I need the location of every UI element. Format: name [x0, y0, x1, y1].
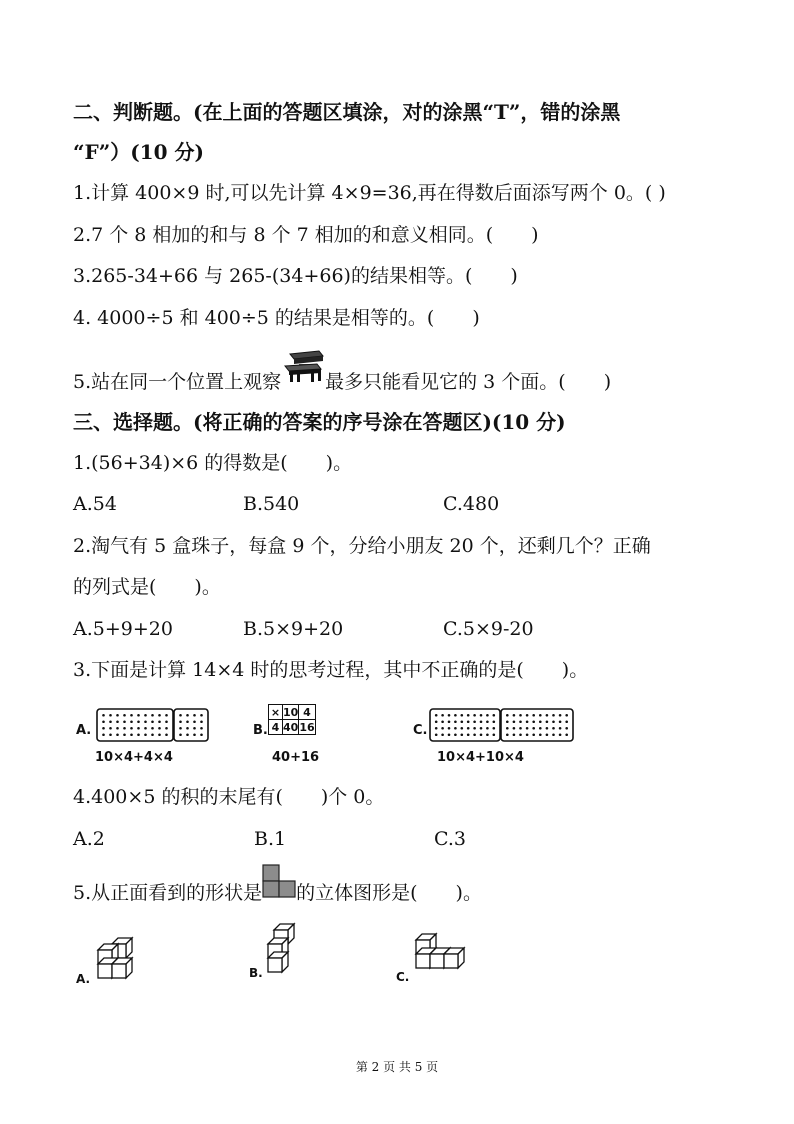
dot [448, 720, 451, 723]
dot [116, 714, 119, 717]
dot [130, 727, 133, 730]
table-cell: 16 [299, 720, 315, 734]
dot [480, 733, 483, 736]
dot [186, 727, 189, 730]
dot [130, 720, 133, 723]
dot [559, 733, 562, 736]
dot [552, 733, 555, 736]
dot [552, 720, 555, 723]
dot [102, 714, 105, 717]
judge-question-1: 1.计算 400×9 时,可以先计算 4×9=36,再在得数后面添写两个 0。( ) [73, 182, 666, 204]
dot [486, 714, 489, 717]
dot [158, 727, 161, 730]
choice-q1-option-c: C.480 [443, 493, 500, 515]
choice-question-4: 4.400×5 的积的末尾有( )个 0。 [73, 786, 385, 808]
dot-block [97, 709, 173, 741]
judge-question-2: 2.7 个 8 相加的和与 8 个 7 相加的和意义相同。( ) [73, 224, 539, 246]
dot [526, 733, 529, 736]
table-cell: 4 [299, 705, 315, 720]
dot [116, 733, 119, 736]
dot [526, 714, 529, 717]
dot [151, 720, 154, 723]
dot [186, 733, 189, 736]
dot [486, 720, 489, 723]
dot [519, 720, 522, 723]
choice-question-5-text-before: 5.从正面看到的形状是 [73, 882, 263, 904]
choice-q3-option-b-table [268, 704, 316, 735]
dot [116, 727, 119, 730]
dot [539, 720, 542, 723]
dot [546, 720, 549, 723]
dot [454, 733, 457, 736]
table-cell: 4 [269, 720, 283, 735]
dot [467, 733, 470, 736]
dot [109, 727, 112, 730]
judge-question-5-text-before: 5.站在同一个位置上观察 [73, 371, 282, 393]
dot [193, 714, 196, 717]
cube-front [268, 958, 282, 972]
dot [519, 733, 522, 736]
cube-front [416, 954, 430, 968]
dot [480, 720, 483, 723]
dot [102, 727, 105, 730]
dot [158, 720, 161, 723]
choice-q5-option-a-letter: A. [76, 972, 91, 986]
choice-q4-option-c: C.3 [434, 828, 466, 850]
dot [480, 727, 483, 730]
dot [532, 720, 535, 723]
dot [151, 733, 154, 736]
dot [144, 720, 147, 723]
dot [461, 727, 464, 730]
dot [186, 720, 189, 723]
dot [513, 720, 516, 723]
dot [493, 720, 496, 723]
choice-q5-option-c-cubes [406, 922, 486, 987]
choice-q4-option-a: A.2 [73, 828, 105, 850]
dot [473, 733, 476, 736]
dot [546, 714, 549, 717]
choice-q1-option-a: A.54 [73, 493, 117, 515]
choice-q2-option-b: B.5×9+20 [243, 618, 344, 640]
dot [559, 720, 562, 723]
table-cell: 40 [283, 720, 299, 734]
dot [565, 733, 568, 736]
dot [467, 714, 470, 717]
dot [565, 727, 568, 730]
dot [532, 714, 535, 717]
dot [200, 714, 203, 717]
dot [165, 720, 168, 723]
dot [454, 720, 457, 723]
dot [473, 714, 476, 717]
choice-q5-option-b-cubes [258, 920, 308, 985]
dot [552, 714, 555, 717]
dot [435, 720, 438, 723]
dot [102, 733, 105, 736]
dot [539, 714, 542, 717]
dot [506, 733, 509, 736]
dot [186, 714, 189, 717]
dot [506, 720, 509, 723]
dot [137, 720, 140, 723]
dot [179, 714, 182, 717]
table-cell: × [269, 705, 283, 720]
dot [559, 714, 562, 717]
cube-front [98, 964, 112, 978]
judge-question-5-text-after: 最多只能看见它的 3 个面。( ) [325, 371, 612, 393]
dot [486, 727, 489, 730]
cube-front [430, 954, 444, 968]
stool-figure [281, 368, 325, 398]
dot [158, 733, 161, 736]
choice-q4-option-b: B.1 [254, 828, 287, 850]
dot [435, 733, 438, 736]
dot [513, 727, 516, 730]
dot [461, 714, 464, 717]
choice-question-5 [73, 884, 482, 904]
dot [144, 714, 147, 717]
judge-question-3: 3.265-34+66 与 265-(34+66)的结果相等。( ) [73, 265, 518, 287]
dot [486, 733, 489, 736]
dot [137, 714, 140, 717]
dot [102, 720, 105, 723]
dot [532, 727, 535, 730]
front-view-figure [262, 884, 296, 904]
dot [441, 727, 444, 730]
choice-q3-option-c-caption: 10×4+10×4 [437, 750, 524, 765]
dot [532, 733, 535, 736]
dot-block [430, 709, 500, 741]
dot [123, 733, 126, 736]
cube-front [444, 954, 458, 968]
dot [513, 733, 516, 736]
choice-question-1: 1.(56+34)×6 的得数是( )。 [73, 452, 353, 474]
dot [158, 714, 161, 717]
dot [539, 733, 542, 736]
dot [467, 720, 470, 723]
dot [546, 733, 549, 736]
dot [144, 727, 147, 730]
dot [552, 727, 555, 730]
dot [123, 720, 126, 723]
dot [109, 720, 112, 723]
dot [130, 733, 133, 736]
dot [193, 727, 196, 730]
dot [448, 727, 451, 730]
dot [461, 733, 464, 736]
dot [165, 727, 168, 730]
section2-heading-line2: “F”）(10 分) [73, 140, 204, 164]
dot [179, 727, 182, 730]
choice-question-2-line1: 2.淘气有 5 盒珠子，每盒 9 个，分给小朋友 20 个，还剩几个？正确 [73, 535, 651, 557]
table-cell: 10 [283, 705, 299, 719]
dot [454, 714, 457, 717]
choice-q3-option-a-caption: 10×4+4×4 [95, 750, 173, 765]
choice-q3-option-b-letter: B. [253, 723, 268, 738]
dot [116, 720, 119, 723]
dot [473, 727, 476, 730]
dot [200, 733, 203, 736]
dot [130, 714, 133, 717]
choice-q3-option-c-letter: C. [413, 723, 428, 738]
dot [493, 727, 496, 730]
section3-heading: 三、选择题。(将正确的答案的序号涂在答题区)(10 分) [73, 410, 566, 434]
dot [559, 727, 562, 730]
dot [513, 714, 516, 717]
choice-q3-option-b-caption: 40+16 [272, 750, 320, 765]
dot [179, 720, 182, 723]
dot [151, 714, 154, 717]
choice-q5-option-a-cubes [90, 930, 150, 990]
dot [493, 714, 496, 717]
dot [454, 727, 457, 730]
front-view-figure-drawing [262, 864, 296, 898]
dot [165, 714, 168, 717]
dot [448, 733, 451, 736]
dot [435, 727, 438, 730]
dot [565, 720, 568, 723]
dot [467, 727, 470, 730]
dot [526, 727, 529, 730]
dot [461, 720, 464, 723]
choice-question-3: 3.下面是计算 14×4 时的思考过程，其中不正确的是( )。 [73, 659, 589, 681]
dot [448, 714, 451, 717]
stool-figure-drawing [281, 348, 325, 382]
dot [441, 714, 444, 717]
dot [539, 727, 542, 730]
dot [435, 714, 438, 717]
dot [480, 714, 483, 717]
dot [565, 714, 568, 717]
dot [151, 727, 154, 730]
dot [493, 733, 496, 736]
dot [519, 714, 522, 717]
cube-front [112, 964, 126, 978]
dot [546, 727, 549, 730]
dot [109, 714, 112, 717]
page-footer: 第 2 页 共 5 页 [355, 1060, 439, 1074]
dot [137, 727, 140, 730]
dot [193, 733, 196, 736]
dot [200, 720, 203, 723]
dot [165, 733, 168, 736]
dot [473, 720, 476, 723]
dot [506, 727, 509, 730]
choice-question-2-line2: 的列式是( )。 [73, 576, 221, 598]
dot [200, 727, 203, 730]
choice-q3-option-c-dot-array [429, 708, 575, 742]
judge-question-4: 4. 4000÷5 和 400÷5 的结果是相等的。( ) [73, 307, 480, 329]
dot [123, 727, 126, 730]
section2-heading-line1: 二、判断题。(在上面的答题区填涂，对的涂黑“T”，错的涂黑 [73, 100, 621, 124]
choice-q3-option-a-dot-array [96, 708, 210, 742]
dot [144, 733, 147, 736]
dot-block [174, 709, 208, 741]
dot [506, 714, 509, 717]
choice-q1-option-b: B.540 [243, 493, 300, 515]
choice-q5-option-c-letter: C. [396, 970, 410, 984]
dot [526, 720, 529, 723]
choice-q5-option-b-letter: B. [249, 966, 263, 980]
dot [179, 733, 182, 736]
judge-question-5 [73, 368, 611, 398]
dot [441, 720, 444, 723]
choice-q3-option-a-letter: A. [76, 723, 92, 738]
dot [519, 727, 522, 730]
dot [109, 733, 112, 736]
dot [137, 733, 140, 736]
dot-block [501, 709, 573, 741]
choice-q2-option-a: A.5+9+20 [73, 618, 173, 640]
dot [193, 720, 196, 723]
choice-q2-option-c: C.5×9-20 [443, 618, 534, 640]
choice-question-5-text-after: 的立体图形是( )。 [296, 882, 482, 904]
dot [123, 714, 126, 717]
dot [441, 733, 444, 736]
